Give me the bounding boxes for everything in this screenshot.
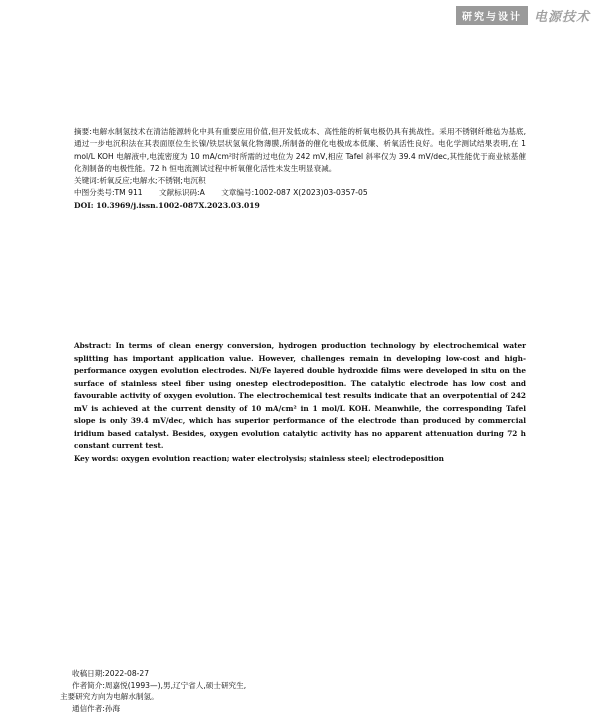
document-code: 文献标识码:A [159,188,205,198]
article-number: 文章编号:1002-087 X(2023)03-0357-05 [221,188,368,198]
article-footnote [60,668,380,714]
cn-keywords: 关键词:析氧反应;电解水;不锈钢;电沉积 [74,176,206,186]
doi: DOI: 10.3969/j.issn.1002-087X.2023.03.019 [74,200,260,210]
en-keywords: Key words: oxygen evolution reaction; water electrolysis; stainless steel; electrodeposition [74,453,444,463]
corresponding-author: 通信作者:孙海 [72,703,121,713]
author-bio-line1: 作者简介:周嘉悦(1993—),男,辽宁省人,硕士研究生, [72,680,247,690]
english-abstract-block [74,340,526,465]
clc-number: 中图分类号:TM 911 [74,188,143,198]
cn-classification-line [74,187,526,199]
en-abstract-text: Abstract: In terms of clean energy conversion, hydrogen production technology by electrochemical water splitting has important application value. However, challenges remain in developing low-cost and high-performance oxygen evolution electrodes. Ni/Fe layered double hydroxide films were developed in situ on the surface of stainless steel fiber using onestep electrodeposition. The catalytic electrode has low cost and favourable activity of oxygen evolution. The electrochemical test results indicate that an overpotential of 242 mV is achieved at the current density of 10 mA/cm² in 1 mol/L KOH. Meanwhile, the corresponding Tafel slope is only 39.4 mV/dec, which has superior performance of the electrode than produced by commercial iridium based catalyst. Besides, oxygen evolution catalytic activity has no apparent attenuation during 72 h constant current test. [74,341,526,450]
author-bio-line2: 主要研究方向为电解水制氢。 [60,692,159,701]
chinese-abstract-block [74,126,526,212]
running-header [456,6,590,25]
section-badge: 研究与设计 [456,6,528,25]
received-date: 收稿日期:2022-08-27 [72,669,150,678]
cn-abstract-text: 摘要:电解水制氢技术在清洁能源转化中具有重要应用价值,但开发低成本、高性能的析氧电极仍具有挑战性。采用不锈钢纤维毡为基底,通过一步电沉积法在其表面原位生长镍/铁层状氢氧化物薄膜,所制备的催化电极成本低廉、析氧活性良好。电化学测试结果表明,在 1 mol/L KOH 电解液中,电流密度为 10 mA/cm²时所需的过电位为 242 mV,相应 Tafel 斜率仅为 39.4 mV/dec,其性能优于商业铱基催化剂制备的电极性能。72 h 恒电流测试过程中析氧催化活性未发生明显衰减。 [74,127,526,173]
journal-name: 电源技术 [533,10,590,25]
